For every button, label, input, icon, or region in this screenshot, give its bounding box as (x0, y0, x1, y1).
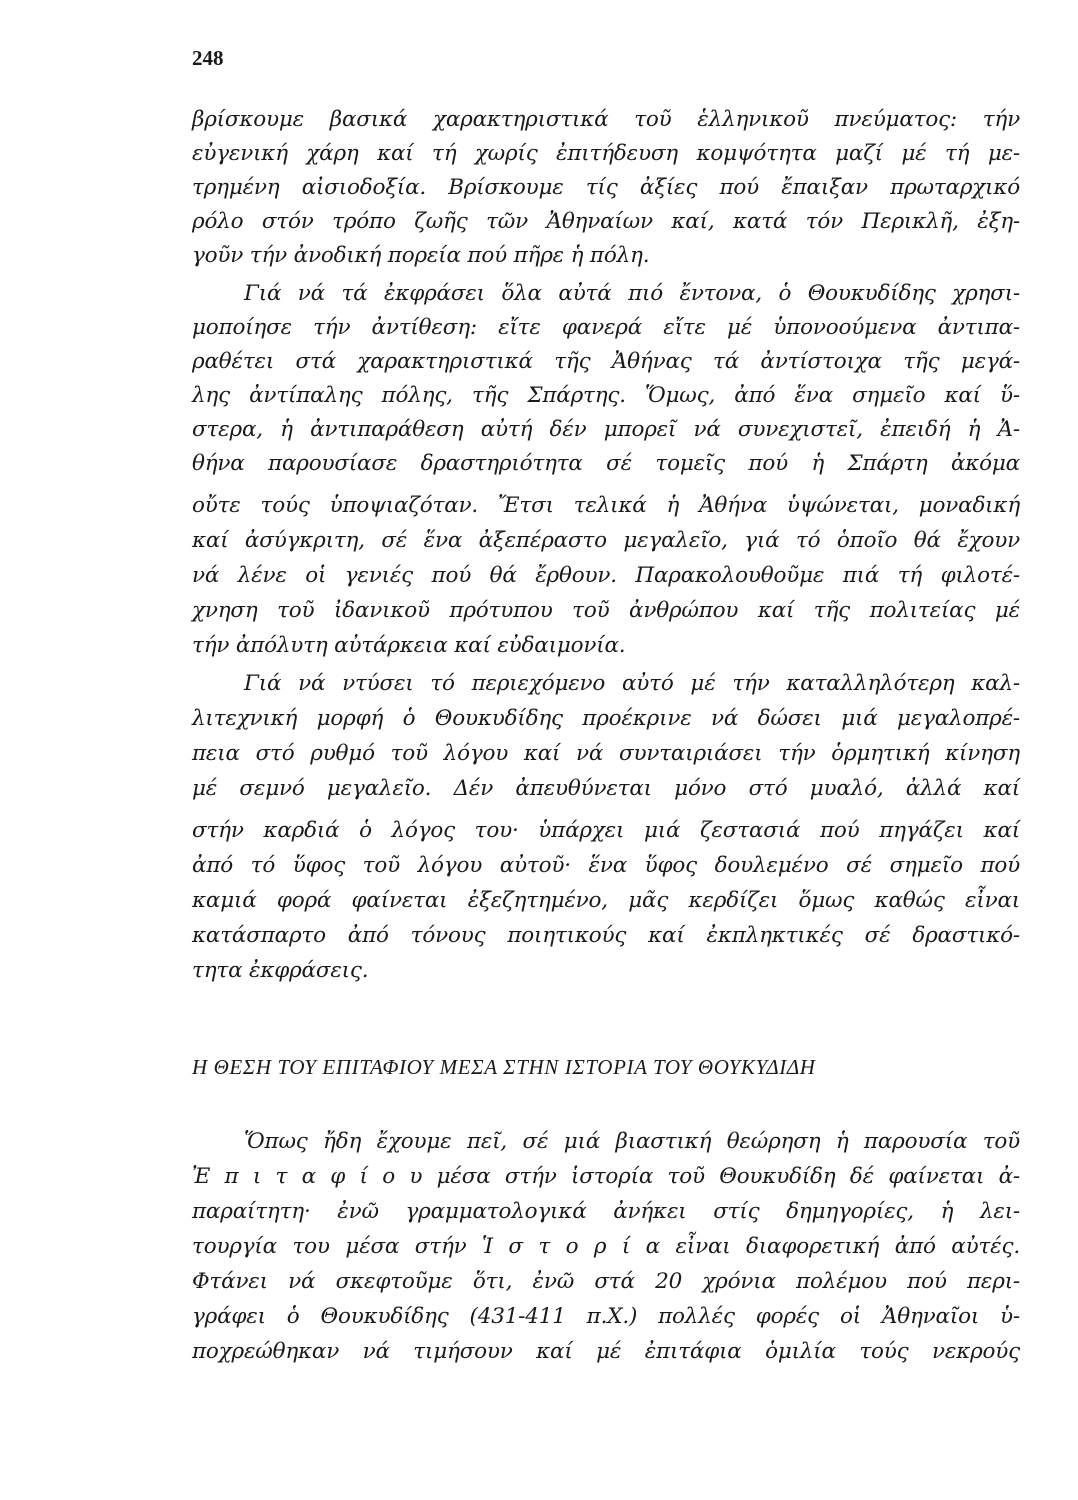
text-line: εὐγενική χάρη καί τή χωρίς ἐπιτήδευση κομψότητα μαζί μέ τή με- (192, 141, 1020, 166)
page-number: 248 (192, 46, 224, 70)
text-line: τητα ἐκφράσεις. (192, 958, 369, 983)
text-line: θήνα παρουσίασε δραστηριότητα σέ τομεῖς πού ἡ Σπάρτη ἀκόμα (192, 451, 1020, 476)
text-line: κατάσπαρτο ἀπό τόνους ποιητικούς καί ἐκπληκτικές σέ δραστικό- (192, 923, 1020, 948)
text-line: τήν ἀπόλυτη αὐτάρκεια καί εὐδαιμονία. (192, 633, 626, 658)
text-line: στερα, ἡ ἀντιπαράθεση αὐτή δέν μπορεῖ νά συνεχιστεῖ, ἐπειδή ἡ Ἀ- (192, 417, 1020, 442)
text-line: λης ἀντίπαλης πόλης, τῆς Σπάρτης. Ὅμως, ἀπό ἕνα σημεῖο καί ὕ- (192, 383, 1020, 408)
section-heading: Η ΘΕΣΗ ΤΟΥ ΕΠΙΤΑΦΙΟΥ ΜΕΣΑ ΣΤΗΝ ΙΣΤΟΡΙΑ ΤΟΥ ΘΟΥΚΥΔΙΔΗ (192, 1055, 816, 1079)
text-line: χνηση τοῦ ἰδανικοῦ πρότυπου τοῦ ἀνθρώπου καί τῆς πολιτείας μέ (192, 598, 1020, 623)
paragraph-first-line: Γιά νά τά ἐκφράσει ὅλα αὐτά πιό ἔντονα, ὁ Θουκυδίδης χρησι- (244, 281, 1020, 306)
text-line: μοποίησε τήν ἀντίθεση: εἴτε φανερά εἴτε μέ ὑπονοούμενα ἀντιπα- (192, 315, 1020, 340)
paragraph-first-line: Ὅπως ἤδη ἔχουμε πεῖ, σέ μιά βιαστική θεώρηση ἡ παρουσία τοῦ (244, 1129, 1020, 1154)
text-line: ἀπό τό ὕφος τοῦ λόγου αὐτοῦ· ἕνα ὕφος δουλεμένο σέ σημεῖο πού (192, 853, 1020, 878)
text-line: τρημένη αἰσιοδοξία. Βρίσκουμε τίς ἀξίες πού ἔπαιξαν πρωταρχικό (192, 175, 1020, 200)
text-line: ποχρεώθηκαν νά τιμήσουν καί μέ ἐπιτάφια ὁμιλία τούς νεκρούς (192, 1339, 1020, 1364)
text-line: πεια στό ρυθμό τοῦ λόγου καί νά συνταιριάσει τήν ὁρμητική κίνηση (192, 741, 1020, 766)
text-line: Φτάνει νά σκεφτοῦμε ὅτι, ἐνῶ στά 20 χρόνια πολέμου πού περι- (192, 1269, 1020, 1294)
text-line: καμιά φορά φαίνεται ἐξεζητημένο, μᾶς κερδίζει ὅμως καθώς εἶναι (192, 888, 1020, 913)
text-line: παραίτητη· ἐνῶ γραμματολογικά ἀνήκει στίς δημηγορίες, ἡ λει- (192, 1199, 1020, 1224)
text-line: μέ σεμνό μεγαλεῖο. Δέν ἀπευθύνεται μόνο στό μυαλό, ἀλλά καί (192, 776, 1020, 801)
text-line: Ἐ π ι τ α φ ί ο υ μέσα στήν ἱστορία τοῦ Θουκυδίδη δέ φαίνεται ἀ- (192, 1164, 1020, 1189)
text-line: γοῦν τήν ἀνοδική πορεία πού πῆρε ἡ πόλη. (192, 243, 650, 268)
text-line: καί ἀσύγκριτη, σέ ἕνα ἀξεπέραστο μεγαλεῖο, γιά τό ὁποῖο θά ἔχουν (192, 528, 1020, 553)
paragraph-first-line: Γιά νά ντύσει τό περιεχόμενο αὐτό μέ τήν καταλληλότερη καλ- (244, 671, 1020, 696)
text-line: τουργία του μέσα στήν Ἱ σ τ ο ρ ί α εἶναι διαφορετική ἀπό αὐτές. (192, 1234, 1020, 1259)
text-line: βρίσκουμε βασικά χαρακτηριστικά τοῦ ἑλληνικοῦ πνεύματος: τήν (192, 107, 1020, 132)
text-line: οὔτε τούς ὑποψιαζόταν. Ἔτσι τελικά ἡ Ἀθήνα ὑψώνεται, μοναδική (192, 493, 1020, 518)
text-line: στήν καρδιά ὁ λόγος του· ὑπάρχει μιά ζεστασιά πού πηγάζει καί (192, 818, 1020, 843)
text-line: γράφει ὁ Θουκυδίδης (431-411 π.Χ.) πολλές φορές οἱ Ἀθηναῖοι ὑ- (192, 1304, 1020, 1329)
text-line: ρόλο στόν τρόπο ζωῆς τῶν Ἀθηναίων καί, κατά τόν Περικλῆ, ἐξη- (192, 209, 1020, 234)
text-line: νά λένε οἱ γενιές πού θά ἔρθουν. Παρακολουθοῦμε πιά τή φιλοτέ- (192, 563, 1020, 588)
text-line: λιτεχνική μορφή ὁ Θουκυδίδης προέκρινε νά δώσει μιά μεγαλοπρέ- (192, 706, 1020, 731)
text-line: ραθέτει στά χαρακτηριστικά τῆς Ἀθήνας τά ἀντίστοιχα τῆς μεγά- (192, 349, 1020, 374)
